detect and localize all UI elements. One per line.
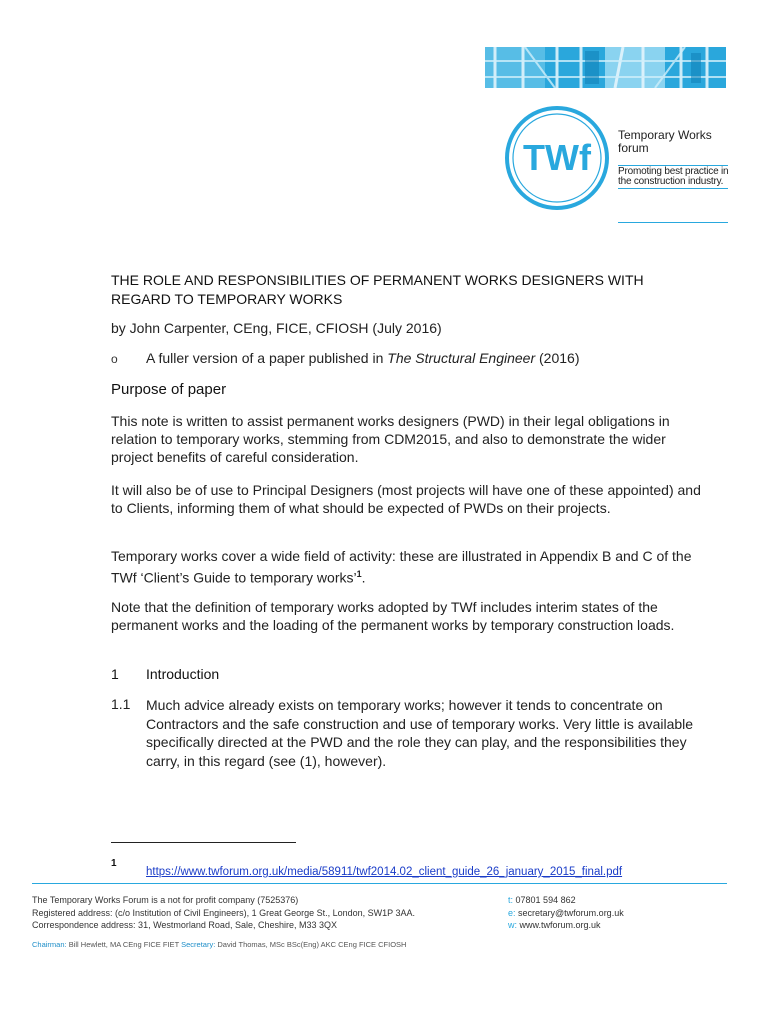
publication-note — [146, 350, 579, 366]
footnote-divider — [111, 842, 296, 843]
footnote-link[interactable]: https://www.twforum.org.uk/media/58911/twf2014.02_client_guide_26_january_2015_final.pdf — [146, 866, 623, 878]
logo-circle-icon — [503, 104, 611, 212]
footer-line2: Registered address: (c/o Institution of Civil Engineers), 1 Great George St., London, SW1P 3AA. — [32, 907, 416, 918]
publication-name: The Structural Engineer — [387, 350, 536, 366]
publication-note-prefix: A fuller version of a paper published in — [146, 350, 388, 366]
item-number: 1.1 — [111, 696, 131, 712]
org-name-line1: Temporary Works — [618, 128, 712, 142]
paragraph-2: It will also be of use to Principal Designers (most projects will have one of these appointed) and to Clients, informing them of what should be expected of PWDs on their projects. — [111, 482, 701, 516]
paragraph-3-end: . — [361, 569, 366, 586]
footnote-mark: 1 — [111, 858, 117, 869]
footnote-reference[interactable]: 1 — [356, 569, 362, 579]
section-number: 1 — [111, 666, 119, 682]
header-banner-image — [485, 47, 726, 88]
purpose-heading: Purpose of paper — [111, 381, 227, 398]
org-tagline — [618, 167, 730, 187]
footer-contact — [508, 894, 624, 932]
logo-divider-lower — [618, 222, 728, 223]
secretary-label: Secretary: — [181, 940, 216, 949]
footer-company-info — [32, 894, 415, 932]
document-title — [111, 271, 721, 309]
section-title: Introduction — [146, 666, 220, 682]
org-name-line2: forum — [618, 141, 649, 155]
website-value[interactable]: www.twforum.org.uk — [519, 920, 601, 930]
paragraph-1: This note is written to assist permanent works designers (PWD) in their legal obligations in relation to temporary works, stemming from CDM2015, and also to demonstrate the wider project benefits of careful consideration. — [111, 413, 670, 465]
title-line1: THE ROLE AND RESPONSIBILITIES OF PERMANENT WORKS DESIGNERS WITH — [111, 272, 644, 288]
footer-officers — [32, 940, 406, 949]
scaffolding-graphic — [485, 47, 726, 88]
footer-website — [508, 919, 624, 932]
org-name — [618, 129, 730, 155]
website-label: w: — [508, 920, 517, 930]
chairman-name: Bill Hewlett, MA CEng FICE FIET — [68, 940, 180, 949]
logo-divider-bottom — [618, 188, 728, 189]
item-text: Much advice already exists on temporary works; however it tends to concentrate on Contractors and the safe construction and use of temporary works. Very little is available specifically directed at the PWD and the role they can play, and the responsibilities they carry, in this regard (see (1), however). — [146, 697, 694, 769]
footer-line1: The Temporary Works Forum is a not for profit company (7525376) — [32, 895, 299, 905]
phone-label: t: — [508, 895, 514, 905]
tagline-line1: Promoting best practice in — [618, 166, 729, 177]
byline: by John Carpenter, CEng, FICE, CFIOSH (July 2016) — [111, 320, 442, 336]
paragraph-4: Note that the definition of temporary works adopted by TWf includes interim states of the permanent works and the loading of the permanent works by temporary construction loads. — [111, 599, 675, 633]
footer-line3: Correspondence address: 31, Westmorland Road, Sale, Cheshire, M33 3QX — [32, 920, 337, 930]
logo-text: TWf — [523, 137, 591, 178]
tagline-line2: the construction industry. — [618, 176, 724, 187]
email-label: e: — [508, 907, 516, 918]
phone-value: 07801 594 862 — [515, 895, 576, 905]
email-value[interactable]: secretary@twforum.org.uk — [518, 907, 624, 918]
footer-phone — [508, 894, 624, 907]
paragraph-3-text: Temporary works cover a wide field of activity: these are illustrated in Appendix B and C of the TWf ‘Client’s Guide to temporary works’ — [111, 548, 692, 586]
footer-divider — [32, 883, 727, 884]
bullet-marker: o — [111, 352, 118, 366]
footer-email — [508, 907, 624, 920]
publication-note-suffix: (2016) — [535, 350, 580, 366]
secretary-name: David Thomas, MSc BSc(Eng) AKC CEng FICE CFIOSH — [217, 940, 407, 949]
twf-logo — [503, 104, 611, 212]
paragraph-3 — [111, 547, 706, 587]
title-line2: REGARD TO TEMPORARY WORKS — [111, 291, 343, 307]
chairman-label: Chairman: — [32, 940, 67, 949]
